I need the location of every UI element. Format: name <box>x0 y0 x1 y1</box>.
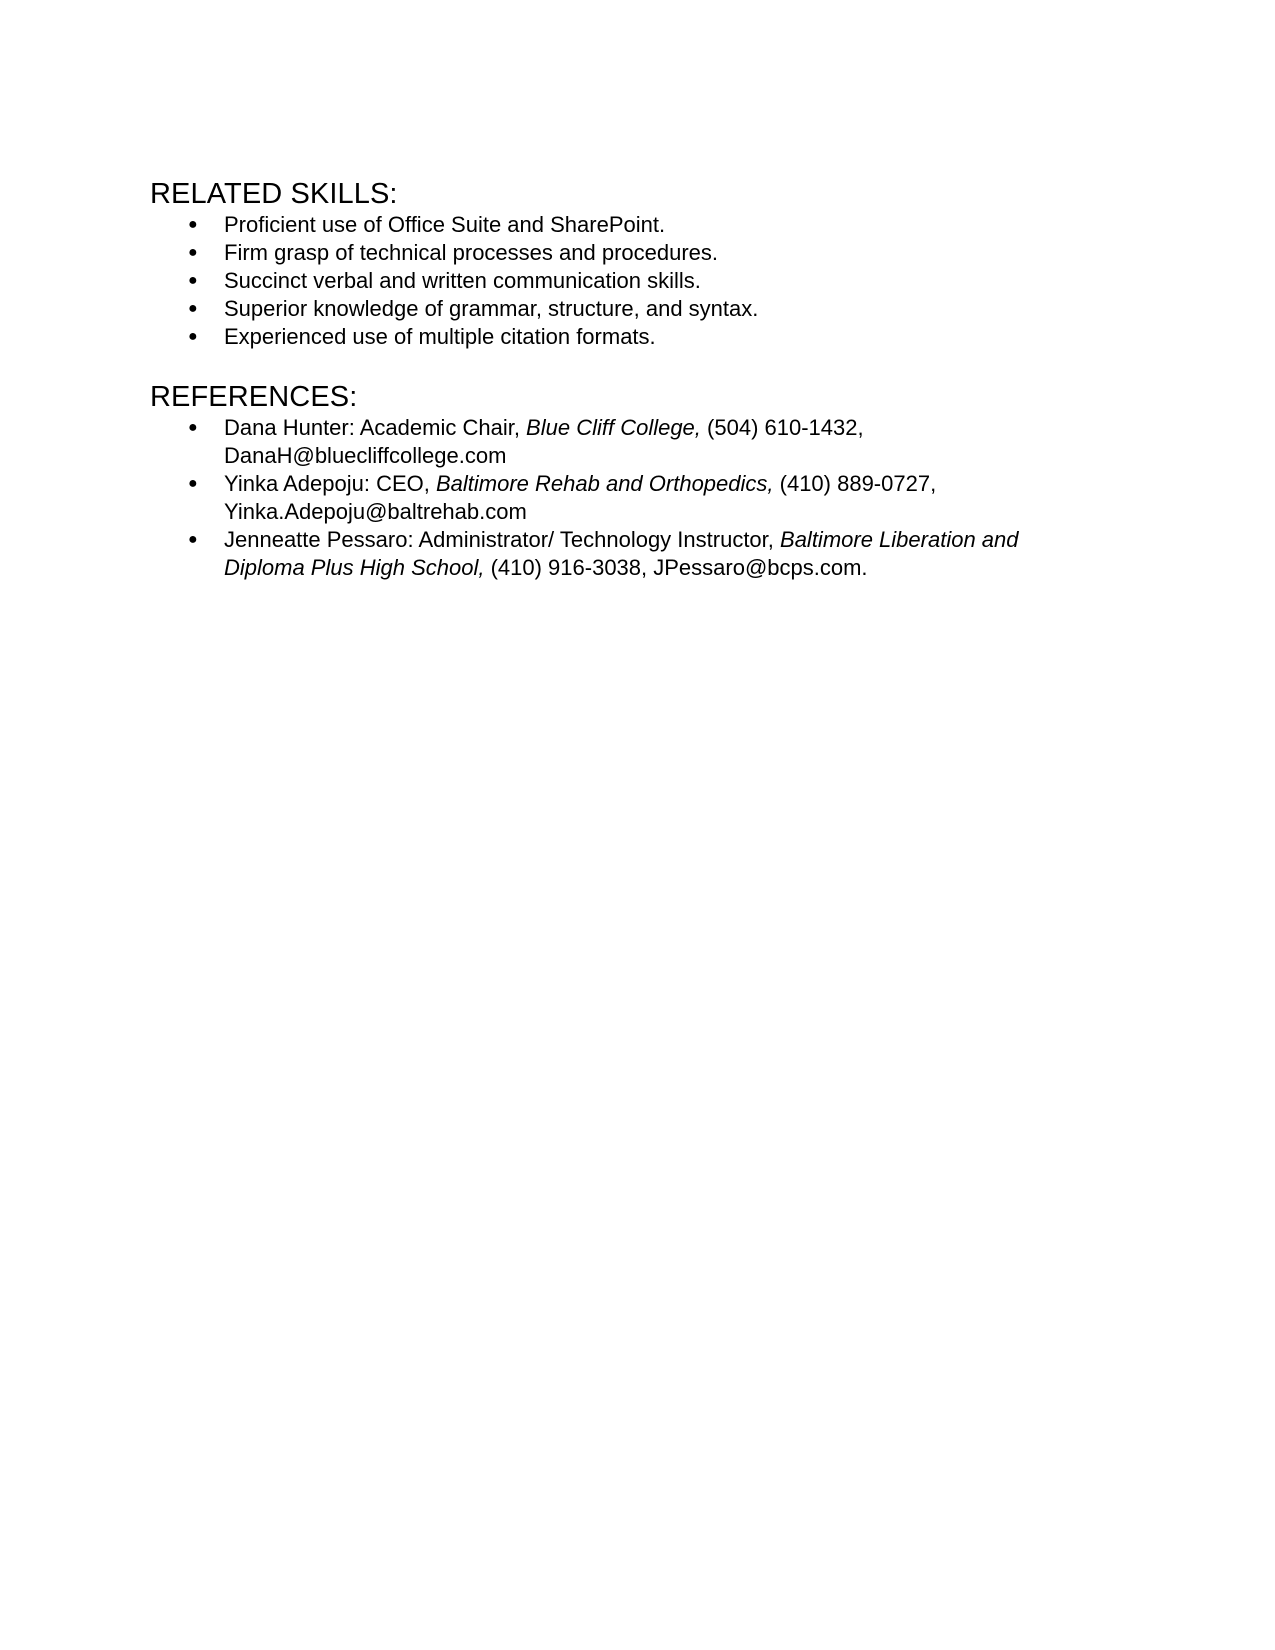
list-item: ● Superior knowledge of grammar, structure, and syntax. <box>188 296 759 321</box>
bullet-icon: ● <box>188 300 198 317</box>
reference-item: ● Yinka Adepoju: CEO, Baltimore Rehab and Orthopedics, (410) 889-0727, Yinka.Adepoju@baltrehab.com <box>188 471 937 524</box>
reference-item: ● Jenneatte Pessaro: Administrator/ Technology Instructor, Baltimore Liberation and Diploma Plus High School, (410) 916-3038, JPessaro@bcps.com. <box>188 527 1019 580</box>
related-skills-section <box>150 177 1100 351</box>
bullet-icon: ● <box>188 272 198 289</box>
reference-item: ● Dana Hunter: Academic Chair, Blue Cliff College, (504) 610-1432, DanaH@bluecliffcollege.com <box>188 415 864 468</box>
bullet-icon: ● <box>188 419 198 436</box>
reference-organization: Baltimore Liberation and Diploma Plus High School, <box>224 527 1019 580</box>
list-item: ● Firm grasp of technical processes and procedures. <box>188 240 719 265</box>
references-list <box>150 414 1100 582</box>
bullet-icon: ● <box>188 475 198 492</box>
bullet-icon: ● <box>188 328 198 345</box>
bullet-icon: ● <box>188 531 198 548</box>
list-item: ● Experienced use of multiple citation formats. <box>188 324 656 349</box>
references-section <box>150 380 1100 582</box>
bullet-icon: ● <box>188 244 198 261</box>
related-skills-list <box>150 211 1100 351</box>
list-item: ● Proficient use of Office Suite and SharePoint. <box>188 212 666 237</box>
reference-organization: Blue Cliff College, <box>526 415 701 440</box>
list-item: ● Succinct verbal and written communication skills. <box>188 268 701 293</box>
references-heading: REFERENCES: <box>150 381 358 413</box>
related-skills-heading: RELATED SKILLS: <box>150 178 398 210</box>
reference-organization: Baltimore Rehab and Orthopedics, <box>435 471 774 496</box>
bullet-icon: ● <box>188 216 198 233</box>
